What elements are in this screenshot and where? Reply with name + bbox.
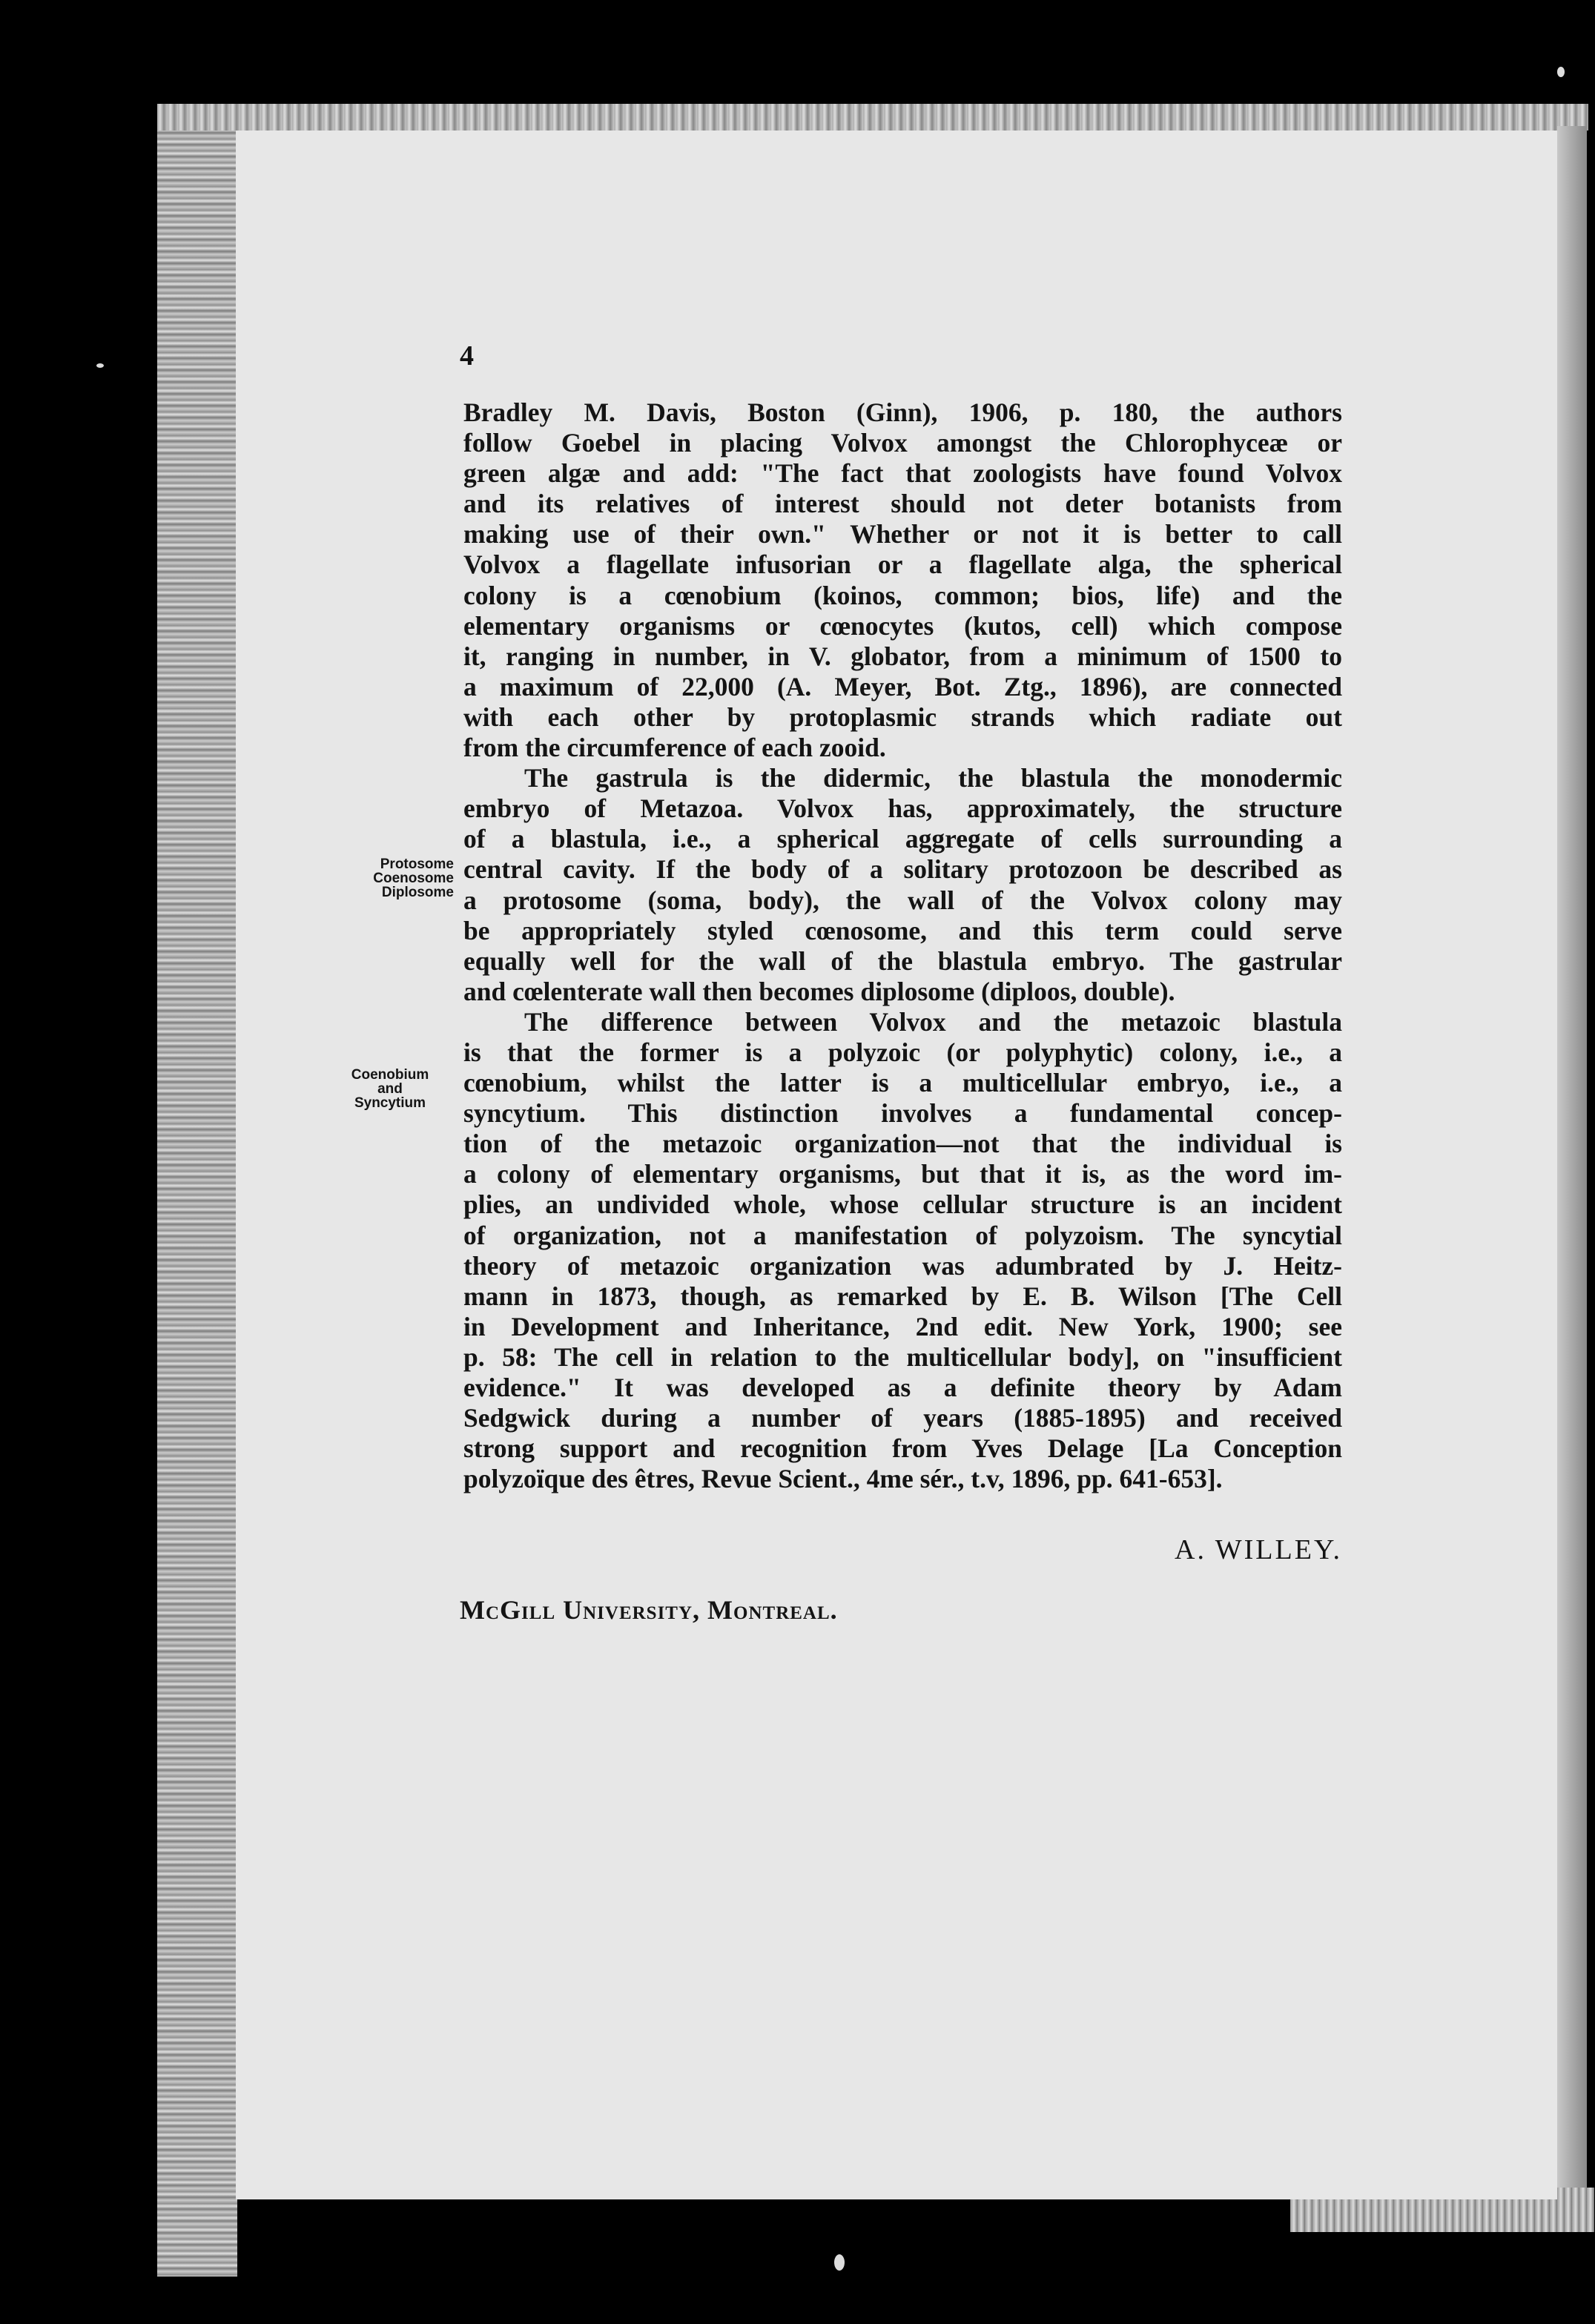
text-line: from the circumference of each zooid. — [463, 733, 886, 763]
text-line: equally well for the wall of the blastula embryo. The gastrular — [463, 945, 1342, 976]
margin-note-line: Protosome — [380, 856, 454, 872]
text-line: plies, an undivided whole, whose cellular structure is an incident — [463, 1189, 1342, 1220]
text-line: of organization, not a manifestation of polyzoism. The syncytial — [463, 1220, 1342, 1250]
text-line: green algæ and add: "The fact that zoologists have found Volvox — [463, 458, 1342, 489]
text-line: central cavity. If the body of a solitary protozoon be described as — [463, 854, 1342, 885]
margin-note-coenobium — [326, 1068, 454, 1110]
text-line: be appropriately styled cœnosome, and this term could serve — [463, 915, 1342, 945]
margin-note-line: Syncytium — [354, 1095, 426, 1111]
paragraph-3 — [463, 1007, 1342, 1495]
text-line: it, ranging in number, in V. globator, from a minimum of 1500 to — [463, 641, 1342, 671]
text-line: cœnobium, whilst the latter is a multicellular embryo, i.e., a — [463, 1068, 1342, 1098]
body-text — [463, 397, 1342, 1494]
text-line: elementary organisms or cœnocytes (kutos, cell) which compose — [463, 610, 1342, 641]
scan-speck — [1557, 67, 1565, 77]
page-number: 4 — [460, 340, 474, 372]
book-page-edges-left — [157, 104, 237, 2277]
text-line: is that the former is a polyzoic (or polyphytic) colony, i.e., a — [463, 1037, 1342, 1067]
text-line: in Development and Inheritance, 2nd edit. New York, 1900; see — [463, 1311, 1342, 1341]
text-line: evidence." It was developed as a definite theory by Adam — [463, 1373, 1342, 1402]
margin-note-line: Coenobium — [351, 1067, 429, 1083]
margin-note-protosome — [326, 857, 454, 899]
author-signature: A. WILLEY. — [1175, 1534, 1342, 1565]
scan-speck — [96, 363, 104, 368]
text-line: and cœlenterate wall then becomes diplosome (diploos, double). — [463, 976, 1175, 1006]
text-line: polyzoïque des êtres, Revue Scient., 4me sér., t.v, 1896, pp. 641-653]. — [463, 1464, 1223, 1494]
scan-speck — [834, 2254, 845, 2271]
paragraph-2 — [463, 763, 1342, 1007]
text-line: The difference between Volvox and the metazoic blastula — [524, 1006, 1342, 1037]
text-line: embryo of Metazoa. Volvox has, approximately, the structure — [463, 793, 1342, 824]
author-affiliation: McGill University, Montreal. — [460, 1595, 838, 1625]
text-line: and its relatives of interest should not deter botanists from — [463, 489, 1342, 519]
margin-note-line: and — [377, 1081, 403, 1097]
margin-note-line: Diplosome — [381, 885, 454, 900]
text-line: follow Goebel in placing Volvox amongst the Chlorophyceæ or — [463, 428, 1342, 458]
text-line: colony is a cœnobium (koinos, common; bios, life) and the — [463, 580, 1342, 610]
paragraph-1 — [463, 397, 1342, 763]
text-line: The gastrula is the didermic, the blastula the monodermic — [524, 763, 1342, 793]
text-line: of a blastula, i.e., a spherical aggregate of cells surrounding a — [463, 824, 1342, 854]
text-line: mann in 1873, though, as remarked by E. B. Wilson [The Cell — [463, 1281, 1342, 1311]
book-page-edges-right — [1557, 126, 1587, 2202]
text-line: a maximum of 22,000 (A. Meyer, Bot. Ztg., 1896), are connected — [463, 671, 1342, 702]
text-line: Sedgwick during a number of years (1885-1895) and received — [463, 1403, 1342, 1433]
margin-note-line: Coenosome — [373, 871, 454, 886]
text-line: tion of the metazoic organization—not that the individual is — [463, 1129, 1342, 1159]
text-line: with each other by protoplasmic strands which radiate out — [463, 702, 1342, 732]
text-line: Bradley M. Davis, Boston (Ginn), 1906, p. 180, the authors — [463, 397, 1342, 427]
text-line: theory of metazoic organization was adumbrated by J. Heitz- — [463, 1250, 1342, 1281]
text-line: p. 58: The cell in relation to the multicellular body], on "insufficient — [463, 1341, 1342, 1372]
text-line: a colony of elementary organisms, but that it is, as the word im- — [463, 1159, 1342, 1189]
text-line: strong support and recognition from Yves Delage [La Conception — [463, 1433, 1342, 1464]
book-page-edges-top — [157, 104, 1588, 131]
text-line: Volvox a flagellate infusorian or a flagellate alga, the spherical — [463, 549, 1342, 580]
text-line: making use of their own." Whether or not it is better to call — [463, 519, 1342, 549]
text-line: syncytium. This distinction involves a fundamental concep- — [463, 1098, 1342, 1129]
text-line: a protosome (soma, body), the wall of the Volvox colony may — [463, 885, 1342, 915]
